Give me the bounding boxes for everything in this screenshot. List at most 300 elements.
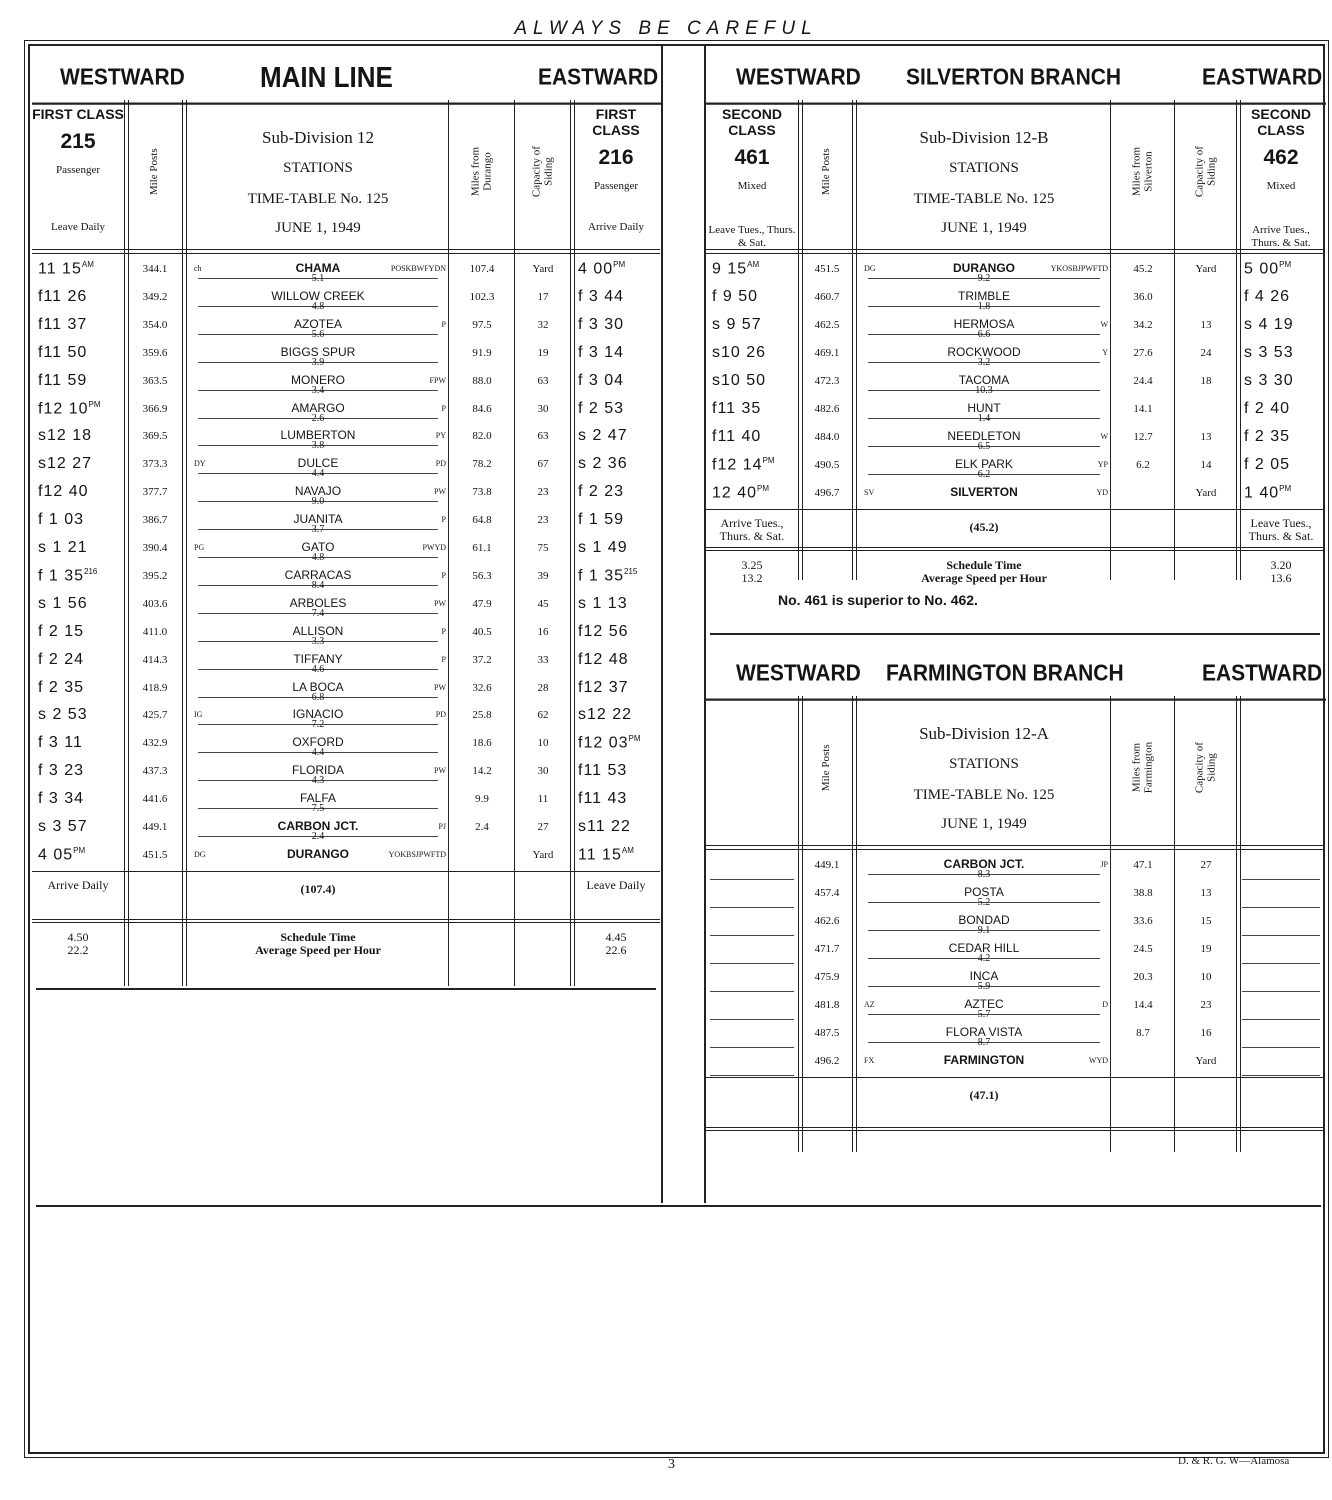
siding-capacity: 24: [1200, 347, 1212, 359]
miles-from: 6.2: [1136, 459, 1150, 471]
westward-time: f 3 11: [38, 734, 83, 752]
siding-capacity: 23: [537, 486, 549, 499]
miles-from: 12.7: [1133, 431, 1153, 443]
footer-rule: [706, 1077, 1324, 1078]
siding-capacity: 19: [537, 346, 549, 359]
mile-posts-header: Mile Posts: [148, 148, 161, 196]
miles-from-header: Miles from Durango: [469, 146, 493, 197]
station-facilities: PW: [434, 766, 446, 776]
timetable-row: [706, 937, 1326, 965]
blank-column-rule: [1242, 1047, 1320, 1048]
westward-label: WESTWARD: [736, 64, 861, 91]
timetable-row: [32, 620, 662, 648]
miles-from: 14.4: [1133, 999, 1153, 1011]
station-name: ALLISON: [292, 623, 344, 638]
distance-between: 3.7: [311, 524, 325, 536]
distance-between: 7.4: [311, 607, 325, 619]
timetable-row: [32, 648, 662, 676]
eastward-time: f 4 26: [1244, 288, 1291, 305]
time-suffix: PM: [73, 845, 86, 855]
miles-from: 88.0: [472, 374, 492, 387]
station-name: MONERO: [291, 372, 345, 387]
schedule-label: [188, 931, 448, 957]
schedule-label-line: Schedule Time: [280, 929, 356, 944]
eastward-time: s 1 49: [578, 539, 628, 556]
timetable-row: [706, 909, 1326, 937]
timetable-row: [32, 536, 662, 564]
timetable-row: [32, 341, 662, 369]
train-number: 216: [598, 146, 634, 170]
westward-time: f11 40: [712, 428, 762, 445]
stations-label: STATIONS: [949, 160, 1019, 176]
siding-capacity: 62: [537, 709, 549, 722]
station-name: AMARGO: [291, 400, 345, 415]
distance-between: 4.2: [977, 953, 991, 964]
timetable-row: [706, 853, 1326, 881]
eastward-time: f 2 40: [1244, 400, 1291, 417]
blank-column-rule: [1242, 935, 1320, 936]
time-suffix: PM: [1279, 484, 1292, 493]
mile-post: 487.5: [814, 1027, 840, 1039]
station-name: SILVERTON: [950, 485, 1018, 499]
mile-post: 496.7: [814, 487, 840, 499]
station-name: CHAMA: [295, 261, 341, 275]
timetable-row: [706, 313, 1326, 341]
station-code: DY: [194, 459, 206, 469]
main-line-header: [32, 53, 662, 105]
timetable-row: [32, 564, 662, 592]
total-miles: (107.4): [300, 881, 336, 896]
station-facilities: PD: [435, 459, 446, 469]
timetable-row: [32, 508, 662, 536]
westward-time: s 3 57: [38, 818, 88, 835]
eastward-time: s11 22: [578, 818, 631, 835]
blank-column-rule: [710, 1047, 794, 1048]
westward-time: f 2 24: [38, 650, 85, 668]
eastward-time: s 1 13: [578, 594, 628, 612]
station-facilities: P: [441, 654, 446, 664]
time-suffix: AM: [621, 845, 634, 855]
right-train-header: [572, 106, 660, 193]
mile-post: 490.5: [814, 459, 840, 471]
station-facilities: W: [1100, 432, 1108, 441]
station-facilities: P: [441, 403, 446, 413]
eastward-time: 5 $00^{PM}$: [1244, 260, 1292, 278]
subdivision-label: Sub-Division 12-A: [919, 724, 1049, 743]
eastward-time: 4 $00^{PM}$: [578, 260, 626, 278]
mile-post: 418.9: [142, 681, 168, 694]
page-header: ALWAYS BE CAREFUL: [514, 18, 818, 39]
header-rule: [706, 845, 1324, 846]
footer-rule: [706, 550, 1324, 551]
mile-post: 475.9: [814, 971, 840, 983]
station-facilities: FPW: [429, 375, 446, 385]
blank-column-rule: [1242, 1019, 1320, 1020]
siding-capacity: Yard: [532, 263, 554, 275]
station-code: ch: [194, 264, 202, 273]
eastward-time: f12 48: [578, 650, 629, 668]
westward-time: f 2 15: [38, 622, 85, 640]
distance-between: 4.4: [311, 747, 325, 759]
timetable-label: TIME-TABLE No. 125: [247, 191, 389, 207]
station-code: DG: [864, 264, 876, 273]
left-days-label: Leave Tues., Thurs. & Sat.: [708, 224, 796, 249]
schedule-value: 13.6: [1270, 571, 1292, 586]
miles-from: 18.6: [472, 737, 492, 750]
siding-capacity: 75: [537, 542, 549, 554]
train-number: 462: [1263, 146, 1299, 170]
date-label: JUNE 1, 1949: [941, 816, 1027, 832]
left-schedule-summary: [32, 931, 124, 957]
station-facilities: PW: [434, 487, 446, 497]
time-suffix: AM: [81, 260, 94, 269]
timetable-row: [32, 452, 662, 480]
siding-capacity: 13: [1200, 887, 1212, 899]
siding-capacity: 67: [537, 458, 549, 471]
distance-between: 4.8: [311, 552, 325, 563]
train-type: Mixed: [737, 180, 767, 193]
right-schedule-summary: [572, 931, 660, 957]
farmington-header: [706, 649, 1326, 701]
eastward-time: f 1 $35^{215}$: [578, 566, 638, 585]
timetable-row: [32, 843, 662, 871]
right-schedule-summary: [1238, 559, 1324, 585]
timetable-row: [706, 425, 1326, 453]
station-code: SV: [864, 488, 875, 497]
miles-from: 20.3: [1133, 971, 1153, 983]
eastward-time: f 2 53: [578, 399, 625, 417]
westward-time: 12 $40^{PM}$: [712, 484, 770, 502]
train-number: 461: [734, 146, 770, 170]
westward-time: f12 $14^{PM}$: [712, 456, 775, 474]
timetable-row: [706, 1049, 1326, 1077]
distance-between: 9.0: [311, 496, 325, 508]
mile-post: 451.5: [814, 263, 840, 275]
mile-posts-header: Mile Posts: [820, 148, 833, 196]
station-facilities: JP: [1100, 860, 1108, 869]
timetable-row: [706, 881, 1326, 909]
miles-from: 47.9: [472, 597, 492, 610]
distance-between: 5.7: [977, 1009, 991, 1020]
siding-capacity: Yard: [1195, 1055, 1217, 1067]
timetable-row: [706, 257, 1326, 285]
eastward-time: f12 56: [578, 622, 629, 640]
eastward-time: s12 22: [578, 706, 633, 724]
distance-between: 9.1: [977, 925, 991, 936]
mile-post: 403.6: [142, 597, 168, 610]
miles-from: 33.6: [1133, 915, 1153, 927]
miles-from: 47.1: [1133, 859, 1153, 871]
distance-between: 3.2: [977, 357, 991, 368]
station-facilities: WYD: [1088, 1056, 1108, 1065]
westward-time: 4 $05^{PM}$: [38, 845, 86, 864]
mile-post: 369.5: [142, 430, 168, 443]
station-name: ROCKWOOD: [947, 345, 1021, 359]
station-name: LUMBERTON: [280, 428, 356, 443]
eastward-time: s 3 53: [1244, 344, 1294, 361]
total-miles: (47.1): [969, 1088, 999, 1102]
siding-capacity: 30: [537, 765, 549, 778]
eastward-time: f 3 30: [578, 315, 625, 333]
right-days-label: Arrive Daily: [588, 221, 644, 233]
distance-between: 6.8: [311, 691, 325, 703]
station-name: FLORA VISTA: [945, 1025, 1023, 1039]
train-number: 215: [60, 130, 96, 154]
blank-column-rule: [1242, 879, 1320, 880]
westward-time: f12 40: [38, 483, 89, 501]
station-facilities: YOKBSJPWFTD: [388, 849, 446, 859]
mile-post: 472.3: [814, 375, 840, 387]
station-name: LA BOCA: [292, 679, 344, 694]
silverton-branch-table: [706, 56, 1326, 616]
timetable-row: [32, 424, 662, 452]
left-train-header: [706, 106, 798, 193]
mile-post: 457.4: [814, 887, 840, 899]
westward-time: f11 37: [38, 315, 88, 333]
siding-capacity: Yard: [1195, 263, 1217, 275]
miles-from: 24.5: [1133, 943, 1153, 955]
siding-capacity: 14: [1200, 459, 1212, 471]
eastward-time: f11 53: [578, 762, 628, 780]
westward-time: s 1 21: [38, 539, 88, 556]
blank-column-rule: [710, 991, 794, 992]
header-rule: [32, 253, 660, 254]
westward-label: WESTWARD: [736, 660, 861, 687]
header-rule: [706, 849, 1324, 850]
station-name: GATO: [301, 540, 335, 554]
mile-post: 366.9: [142, 402, 168, 415]
mile-post: 462.5: [814, 319, 840, 331]
timetable-row: [32, 676, 662, 704]
main-line-table: [32, 56, 662, 986]
distance-between: 3.9: [311, 356, 325, 368]
station-name: CARRACAS: [284, 567, 352, 582]
miles-from: 78.2: [472, 458, 492, 471]
station-name: AZTEC: [964, 997, 1004, 1011]
page-lower-rule: [36, 1205, 1321, 1207]
station-name: TRIMBLE: [957, 289, 1010, 303]
left-days-label: Leave Daily: [50, 221, 106, 233]
mile-posts-header: Mile Posts: [820, 744, 833, 792]
capacity-header: Capacity of Siding: [1193, 146, 1217, 198]
westward-time: s 2 53: [38, 706, 88, 724]
mile-post: 425.7: [142, 709, 168, 722]
station-name: ELK PARK: [955, 457, 1013, 471]
station-facilities: P: [441, 515, 446, 525]
station-name: FARMINGTON: [943, 1053, 1025, 1067]
westward-label: WESTWARD: [60, 64, 185, 91]
time-suffix: 216: [84, 566, 98, 576]
mile-post: 359.6: [142, 346, 168, 359]
siding-capacity: 13: [1200, 319, 1212, 331]
station-name: CARBON JCT.: [277, 819, 359, 833]
station-name: DULCE: [297, 456, 339, 471]
timetable-row: [32, 285, 662, 313]
time-suffix: 215: [624, 566, 638, 576]
station-name: FALFA: [299, 791, 337, 806]
farmington-title: FARMINGTON BRANCH: [886, 660, 1124, 687]
main-bottom-rule: [36, 988, 656, 990]
blank-column-rule: [710, 907, 794, 908]
miles-from: 45.2: [1133, 263, 1153, 275]
westward-time: f11 50: [38, 343, 88, 361]
siding-capacity: 63: [537, 374, 549, 387]
left-footer-days: Arrive Tues., Thurs. & Sat.: [719, 516, 785, 544]
station-name: BONDAD: [958, 913, 1010, 927]
distance-between: 3.4: [311, 384, 325, 396]
siding-capacity: 17: [537, 290, 549, 303]
mile-post: 437.3: [142, 765, 168, 778]
siding-capacity: 11: [537, 793, 549, 806]
station-code: FX: [864, 1056, 875, 1065]
station-name: CEDAR HILL: [948, 941, 1020, 955]
timetable-row: [706, 1021, 1326, 1049]
station-name: IGNACIO: [292, 707, 344, 722]
eastward-time: s 3 30: [1244, 372, 1294, 389]
siding-capacity: 16: [537, 625, 549, 638]
station-name: HERMOSA: [953, 317, 1015, 331]
station-name: POSTA: [964, 885, 1004, 899]
total-miles: (45.2): [969, 520, 999, 534]
mile-post: 411.0: [142, 625, 168, 638]
distance-between: 2.4: [311, 831, 325, 842]
station-name: NEEDLETON: [947, 429, 1021, 443]
timetable-row: [32, 787, 662, 815]
distance-between: 3.8: [311, 440, 325, 452]
station-facilities: Y: [1102, 348, 1108, 357]
footer-rule: [706, 1127, 1324, 1128]
train-class: FIRST CLASS: [32, 106, 124, 122]
mile-post: 390.4: [142, 542, 168, 554]
distance-between: 1.4: [977, 413, 991, 424]
station-code: PG: [194, 543, 205, 552]
siding-capacity: 28: [537, 681, 549, 694]
station-facilities: D: [1102, 1000, 1108, 1009]
miles-from: 8.7: [1136, 1027, 1150, 1039]
schedule-value: 3.20: [1270, 558, 1292, 572]
timetable-row: [32, 815, 662, 843]
distance-between: 6.6: [977, 329, 991, 340]
mile-post: 373.3: [142, 458, 168, 471]
eastward-time: f12 $03^{PM}$: [578, 734, 641, 752]
station-facilities: PD: [435, 710, 446, 720]
station-name: CARBON JCT.: [943, 857, 1025, 871]
miles-from-header: Miles from Silverton: [1130, 146, 1154, 197]
westward-time: s10 50: [712, 372, 767, 389]
stations-label: STATIONS: [949, 756, 1019, 772]
miles-from: 64.8: [472, 514, 492, 527]
mile-post: 460.7: [814, 291, 840, 303]
footer-rule: [32, 871, 660, 872]
eastward-time: f 3 04: [578, 371, 625, 389]
station-facilities: PWYD: [422, 543, 446, 552]
header-rule: [706, 249, 1324, 250]
timetable-row: [706, 341, 1326, 369]
siding-capacity: 63: [537, 430, 549, 443]
right-train-header: [1238, 106, 1324, 193]
timetable-row: [32, 759, 662, 787]
blank-column-rule: [710, 879, 794, 880]
miles-from: 82.0: [472, 430, 492, 443]
station-name: WILLOW CREEK: [271, 288, 365, 303]
westward-time: f 1 $35^{216}$: [38, 566, 98, 585]
schedule-value: 13.2: [741, 571, 763, 586]
station-facilities: YKOSBJPWFTD: [1050, 264, 1108, 273]
mile-post: 462.6: [814, 915, 840, 927]
right-days-label: Arrive Tues., Thurs. & Sat.: [1251, 224, 1311, 249]
westward-time: f 3 34: [38, 790, 85, 808]
westward-time: s 1 56: [38, 594, 88, 612]
mile-post: 363.5: [142, 374, 168, 387]
siding-capacity: 27: [537, 821, 549, 833]
westward-time: f 2 35: [38, 678, 85, 696]
distance-between: 2.6: [311, 412, 325, 424]
timetable-row: [32, 369, 662, 397]
mile-post: 432.9: [142, 737, 168, 750]
station-code: IG: [194, 710, 203, 720]
westward-time: f 3 23: [38, 762, 85, 780]
miles-from: 27.6: [1133, 347, 1153, 359]
distance-between: 10.3: [975, 385, 993, 396]
schedule-value: 22.2: [67, 942, 89, 957]
schedule-label-line: Schedule Time: [946, 558, 1022, 572]
mile-post: 344.1: [142, 263, 168, 275]
miles-from: 32.6: [472, 681, 492, 694]
timetable-row: [706, 285, 1326, 313]
siding-capacity: 33: [537, 653, 549, 666]
miles-from: 24.4: [1133, 375, 1153, 387]
stations-label: STATIONS: [283, 160, 353, 176]
station-facilities: PW: [434, 682, 446, 692]
distance-between: 5.6: [311, 328, 325, 340]
miles-from: 102.3: [469, 290, 495, 303]
siding-capacity: 10: [537, 737, 549, 750]
mile-post: 496.2: [814, 1055, 840, 1067]
station-facilities: PW: [434, 598, 446, 608]
footer-rule: [706, 509, 1324, 510]
station-name: AZOTEA: [293, 316, 342, 331]
miles-from: 84.6: [472, 402, 492, 415]
westward-time: s12 27: [38, 455, 93, 473]
siding-capacity: 45: [537, 597, 549, 610]
eastward-time: s 4 19: [1244, 316, 1294, 333]
distance-between: 7.2: [311, 719, 325, 731]
station-name: ARBOLES: [289, 595, 347, 610]
timetable-row: [706, 965, 1326, 993]
footer-rule: [32, 919, 660, 920]
westward-time: 9 $15^{AM}$: [712, 260, 760, 278]
schedule-value: 22.6: [605, 942, 627, 957]
train-class: SECOND CLASS: [1251, 106, 1311, 139]
subdivision-label: Sub-Division 12-B: [919, 128, 1049, 147]
siding-capacity: Yard: [532, 848, 554, 861]
mile-post: 449.1: [142, 821, 168, 833]
distance-between: 1.8: [977, 301, 991, 312]
schedule-label-line: Average Speed per Hour: [921, 571, 1047, 586]
train-class: SECOND CLASS: [722, 106, 782, 139]
miles-from: 36.0: [1133, 291, 1153, 303]
mile-post: 469.1: [814, 347, 840, 359]
siding-capacity: 30: [537, 402, 549, 415]
eastward-time: f 1 59: [578, 511, 625, 529]
timetable-row: [32, 257, 662, 285]
eastward-time: s 2 36: [578, 455, 628, 473]
eastward-time: f 2 35: [1244, 428, 1291, 445]
mile-post: 481.8: [814, 999, 840, 1011]
westward-time: f11 35: [712, 400, 762, 417]
eastward-time: f11 43: [578, 790, 628, 808]
siding-capacity: 39: [537, 569, 549, 582]
